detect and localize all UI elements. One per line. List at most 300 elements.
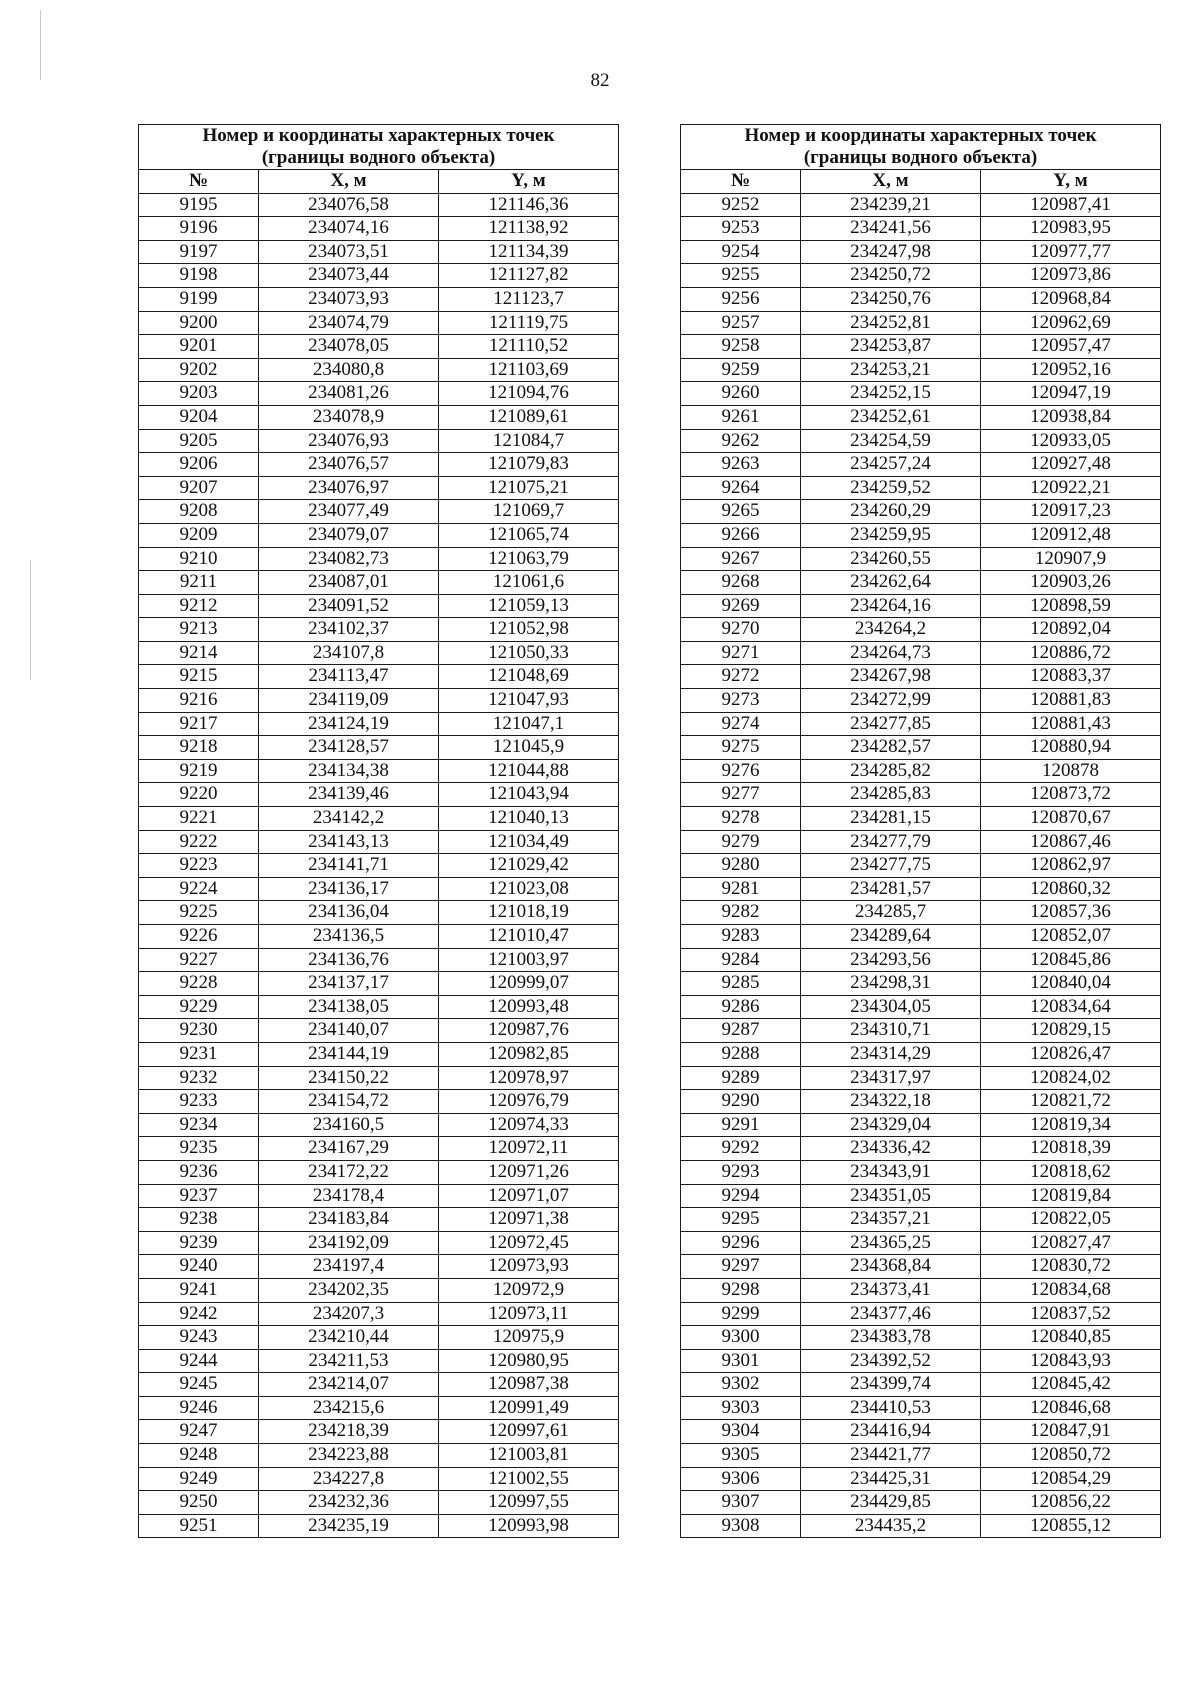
table-row bbox=[681, 854, 1161, 878]
y-coordinate-cell: 120850,72 bbox=[981, 1444, 1161, 1468]
y-coordinate-cell: 120987,76 bbox=[439, 1019, 619, 1043]
point-number-cell: 9206 bbox=[139, 453, 259, 477]
x-coordinate-cell: 234210,44 bbox=[259, 1326, 439, 1350]
table-row bbox=[681, 1184, 1161, 1208]
x-coordinate-cell: 234160,5 bbox=[259, 1113, 439, 1137]
x-coordinate-cell: 234272,99 bbox=[801, 689, 981, 713]
table-row bbox=[681, 1302, 1161, 1326]
x-coordinate-cell: 234076,93 bbox=[259, 429, 439, 453]
y-coordinate-cell: 120972,11 bbox=[439, 1137, 619, 1161]
point-number-cell: 9306 bbox=[681, 1467, 801, 1491]
x-coordinate-cell: 234253,87 bbox=[801, 335, 981, 359]
y-coordinate-cell: 120993,98 bbox=[439, 1514, 619, 1538]
y-coordinate-cell: 120976,79 bbox=[439, 1090, 619, 1114]
x-coordinate-cell: 234252,61 bbox=[801, 405, 981, 429]
y-coordinate-cell: 121048,69 bbox=[439, 665, 619, 689]
table-row bbox=[139, 1231, 619, 1255]
y-coordinate-cell: 121034,49 bbox=[439, 830, 619, 854]
table-row bbox=[139, 594, 619, 618]
y-coordinate-cell: 120840,85 bbox=[981, 1326, 1161, 1350]
y-coordinate-cell: 121050,33 bbox=[439, 641, 619, 665]
x-coordinate-cell: 234257,24 bbox=[801, 453, 981, 477]
table-row bbox=[139, 1042, 619, 1066]
y-coordinate-cell: 120978,97 bbox=[439, 1066, 619, 1090]
y-coordinate-cell: 120847,91 bbox=[981, 1420, 1161, 1444]
table-row bbox=[139, 854, 619, 878]
table-row bbox=[681, 1396, 1161, 1420]
x-coordinate-cell: 234113,47 bbox=[259, 665, 439, 689]
point-number-cell: 9228 bbox=[139, 972, 259, 996]
x-coordinate-cell: 234178,4 bbox=[259, 1184, 439, 1208]
y-coordinate-cell: 120938,84 bbox=[981, 405, 1161, 429]
y-coordinate-cell: 121010,47 bbox=[439, 925, 619, 949]
point-number-cell: 9210 bbox=[139, 547, 259, 571]
point-number-cell: 9202 bbox=[139, 358, 259, 382]
y-coordinate-cell: 120974,33 bbox=[439, 1113, 619, 1137]
x-coordinate-cell: 234252,81 bbox=[801, 311, 981, 335]
table-row bbox=[681, 1231, 1161, 1255]
x-coordinate-cell: 234259,95 bbox=[801, 523, 981, 547]
y-coordinate-cell: 121134,39 bbox=[439, 240, 619, 264]
point-number-cell: 9269 bbox=[681, 594, 801, 618]
x-coordinate-cell: 234252,15 bbox=[801, 382, 981, 406]
x-coordinate-cell: 234425,31 bbox=[801, 1467, 981, 1491]
x-coordinate-cell: 234107,8 bbox=[259, 641, 439, 665]
y-coordinate-cell: 120829,15 bbox=[981, 1019, 1161, 1043]
x-coordinate-cell: 234281,57 bbox=[801, 877, 981, 901]
y-coordinate-cell: 120971,26 bbox=[439, 1160, 619, 1184]
x-coordinate-cell: 234377,46 bbox=[801, 1302, 981, 1326]
point-number-cell: 9211 bbox=[139, 571, 259, 595]
table-row bbox=[139, 405, 619, 429]
x-coordinate-cell: 234074,79 bbox=[259, 311, 439, 335]
point-number-cell: 9215 bbox=[139, 665, 259, 689]
y-coordinate-cell: 120991,49 bbox=[439, 1396, 619, 1420]
point-number-cell: 9238 bbox=[139, 1208, 259, 1232]
y-coordinate-cell: 121059,13 bbox=[439, 594, 619, 618]
point-number-cell: 9241 bbox=[139, 1278, 259, 1302]
point-number-cell: 9284 bbox=[681, 948, 801, 972]
point-number-cell: 9250 bbox=[139, 1491, 259, 1515]
table-row bbox=[681, 217, 1161, 241]
y-coordinate-cell: 121047,1 bbox=[439, 712, 619, 736]
x-coordinate-cell: 234142,2 bbox=[259, 807, 439, 831]
y-coordinate-cell: 120845,42 bbox=[981, 1373, 1161, 1397]
point-number-cell: 9257 bbox=[681, 311, 801, 335]
y-coordinate-cell: 121044,88 bbox=[439, 759, 619, 783]
y-coordinate-cell: 120856,22 bbox=[981, 1491, 1161, 1515]
y-coordinate-cell: 120968,84 bbox=[981, 287, 1161, 311]
point-number-cell: 9222 bbox=[139, 830, 259, 854]
point-number-cell: 9212 bbox=[139, 594, 259, 618]
point-number-cell: 9256 bbox=[681, 287, 801, 311]
table-row bbox=[681, 1444, 1161, 1468]
table-row bbox=[139, 217, 619, 241]
y-coordinate-cell: 120973,93 bbox=[439, 1255, 619, 1279]
table-row bbox=[139, 759, 619, 783]
scan-edge-mark bbox=[30, 560, 31, 680]
table-row bbox=[681, 405, 1161, 429]
table-row bbox=[681, 240, 1161, 264]
x-coordinate-cell: 234136,5 bbox=[259, 925, 439, 949]
x-coordinate-cell: 234264,73 bbox=[801, 641, 981, 665]
point-number-cell: 9252 bbox=[681, 193, 801, 217]
x-coordinate-cell: 234277,79 bbox=[801, 830, 981, 854]
x-coordinate-cell: 234077,49 bbox=[259, 500, 439, 524]
x-coordinate-cell: 234277,85 bbox=[801, 712, 981, 736]
table-row bbox=[681, 476, 1161, 500]
x-coordinate-cell: 234082,73 bbox=[259, 547, 439, 571]
point-number-cell: 9242 bbox=[139, 1302, 259, 1326]
table-row bbox=[139, 476, 619, 500]
table-row bbox=[139, 618, 619, 642]
point-number-cell: 9263 bbox=[681, 453, 801, 477]
x-coordinate-cell: 234314,29 bbox=[801, 1042, 981, 1066]
point-number-cell: 9207 bbox=[139, 476, 259, 500]
y-coordinate-cell: 121047,93 bbox=[439, 689, 619, 713]
table-row bbox=[139, 1467, 619, 1491]
x-coordinate-cell: 234192,09 bbox=[259, 1231, 439, 1255]
x-coordinate-cell: 234232,36 bbox=[259, 1491, 439, 1515]
point-number-cell: 9195 bbox=[139, 193, 259, 217]
table-row bbox=[681, 1042, 1161, 1066]
table-row bbox=[681, 193, 1161, 217]
y-coordinate-cell: 120821,72 bbox=[981, 1090, 1161, 1114]
point-number-cell: 9258 bbox=[681, 335, 801, 359]
point-number-cell: 9246 bbox=[139, 1396, 259, 1420]
x-coordinate-cell: 234073,51 bbox=[259, 240, 439, 264]
point-number-cell: 9220 bbox=[139, 783, 259, 807]
y-coordinate-cell: 120999,07 bbox=[439, 972, 619, 996]
table-row bbox=[139, 665, 619, 689]
x-coordinate-cell: 234351,05 bbox=[801, 1184, 981, 1208]
table-row bbox=[139, 500, 619, 524]
x-coordinate-cell: 234254,59 bbox=[801, 429, 981, 453]
table-row bbox=[139, 901, 619, 925]
y-coordinate-cell: 120883,37 bbox=[981, 665, 1161, 689]
table-row bbox=[681, 1326, 1161, 1350]
point-number-cell: 9230 bbox=[139, 1019, 259, 1043]
x-coordinate-cell: 234172,22 bbox=[259, 1160, 439, 1184]
y-coordinate-cell: 120880,94 bbox=[981, 736, 1161, 760]
y-coordinate-cell: 120933,05 bbox=[981, 429, 1161, 453]
table-row bbox=[139, 382, 619, 406]
x-coordinate-cell: 234304,05 bbox=[801, 995, 981, 1019]
y-coordinate-cell: 121103,69 bbox=[439, 358, 619, 382]
x-coordinate-cell: 234128,57 bbox=[259, 736, 439, 760]
table-row bbox=[139, 1326, 619, 1350]
point-number-cell: 9270 bbox=[681, 618, 801, 642]
point-number-cell: 9196 bbox=[139, 217, 259, 241]
x-coordinate-cell: 234383,78 bbox=[801, 1326, 981, 1350]
table-row bbox=[681, 358, 1161, 382]
x-coordinate-cell: 234138,05 bbox=[259, 995, 439, 1019]
column-header-number: № bbox=[139, 170, 259, 194]
table-row bbox=[139, 1090, 619, 1114]
x-coordinate-cell: 234214,07 bbox=[259, 1373, 439, 1397]
point-number-cell: 9224 bbox=[139, 877, 259, 901]
x-coordinate-cell: 234202,35 bbox=[259, 1278, 439, 1302]
point-number-cell: 9199 bbox=[139, 287, 259, 311]
y-coordinate-cell: 120878 bbox=[981, 759, 1161, 783]
point-number-cell: 9244 bbox=[139, 1349, 259, 1373]
table-title-line2: (границы водного объекта) bbox=[261, 147, 496, 168]
x-coordinate-cell: 234136,04 bbox=[259, 901, 439, 925]
y-coordinate-cell: 120997,61 bbox=[439, 1420, 619, 1444]
table-row bbox=[681, 264, 1161, 288]
y-coordinate-cell: 121045,9 bbox=[439, 736, 619, 760]
y-coordinate-cell: 120826,47 bbox=[981, 1042, 1161, 1066]
y-coordinate-cell: 120917,23 bbox=[981, 500, 1161, 524]
y-coordinate-cell: 120980,95 bbox=[439, 1349, 619, 1373]
table-row bbox=[139, 311, 619, 335]
table-row bbox=[681, 1491, 1161, 1515]
y-coordinate-cell: 120852,07 bbox=[981, 925, 1161, 949]
x-coordinate-cell: 234144,19 bbox=[259, 1042, 439, 1066]
table-row bbox=[681, 571, 1161, 595]
x-coordinate-cell: 234140,07 bbox=[259, 1019, 439, 1043]
table-row bbox=[139, 830, 619, 854]
table-row bbox=[139, 925, 619, 949]
x-coordinate-cell: 234343,91 bbox=[801, 1160, 981, 1184]
y-coordinate-cell: 121029,42 bbox=[439, 854, 619, 878]
point-number-cell: 9307 bbox=[681, 1491, 801, 1515]
x-coordinate-cell: 234136,76 bbox=[259, 948, 439, 972]
point-number-cell: 9205 bbox=[139, 429, 259, 453]
point-number-cell: 9201 bbox=[139, 335, 259, 359]
x-coordinate-cell: 234183,84 bbox=[259, 1208, 439, 1232]
point-number-cell: 9288 bbox=[681, 1042, 801, 1066]
point-number-cell: 9231 bbox=[139, 1042, 259, 1066]
x-coordinate-cell: 234310,71 bbox=[801, 1019, 981, 1043]
table-row bbox=[681, 287, 1161, 311]
table-title bbox=[681, 125, 1161, 170]
table-row bbox=[139, 807, 619, 831]
table-row bbox=[139, 1278, 619, 1302]
point-number-cell: 9235 bbox=[139, 1137, 259, 1161]
table-row bbox=[681, 665, 1161, 689]
column-header-number: № bbox=[681, 170, 801, 194]
table-row bbox=[139, 335, 619, 359]
y-coordinate-cell: 120860,32 bbox=[981, 877, 1161, 901]
x-coordinate-cell: 234264,16 bbox=[801, 594, 981, 618]
y-coordinate-cell: 121079,83 bbox=[439, 453, 619, 477]
point-number-cell: 9262 bbox=[681, 429, 801, 453]
point-number-cell: 9225 bbox=[139, 901, 259, 925]
table-row bbox=[681, 641, 1161, 665]
table-row bbox=[681, 972, 1161, 996]
point-number-cell: 9204 bbox=[139, 405, 259, 429]
table-row bbox=[139, 689, 619, 713]
point-number-cell: 9197 bbox=[139, 240, 259, 264]
y-coordinate-cell: 120973,86 bbox=[981, 264, 1161, 288]
table-row bbox=[139, 193, 619, 217]
x-coordinate-cell: 234365,25 bbox=[801, 1231, 981, 1255]
column-header-x: X, м bbox=[801, 170, 981, 194]
x-coordinate-cell: 234317,97 bbox=[801, 1066, 981, 1090]
y-coordinate-cell: 120993,48 bbox=[439, 995, 619, 1019]
point-number-cell: 9278 bbox=[681, 807, 801, 831]
x-coordinate-cell: 234154,72 bbox=[259, 1090, 439, 1114]
y-coordinate-cell: 121119,75 bbox=[439, 311, 619, 335]
point-number-cell: 9226 bbox=[139, 925, 259, 949]
table-row bbox=[139, 1066, 619, 1090]
x-coordinate-cell: 234197,4 bbox=[259, 1255, 439, 1279]
x-coordinate-cell: 234259,52 bbox=[801, 476, 981, 500]
y-coordinate-cell: 120927,48 bbox=[981, 453, 1161, 477]
point-number-cell: 9261 bbox=[681, 405, 801, 429]
table-row bbox=[139, 948, 619, 972]
y-coordinate-cell: 120997,55 bbox=[439, 1491, 619, 1515]
x-coordinate-cell: 234329,04 bbox=[801, 1113, 981, 1137]
x-coordinate-cell: 234285,83 bbox=[801, 783, 981, 807]
x-coordinate-cell: 234167,29 bbox=[259, 1137, 439, 1161]
x-coordinate-cell: 234250,76 bbox=[801, 287, 981, 311]
table-row bbox=[139, 1160, 619, 1184]
table-row bbox=[139, 1349, 619, 1373]
point-number-cell: 9271 bbox=[681, 641, 801, 665]
point-number-cell: 9295 bbox=[681, 1208, 801, 1232]
y-coordinate-cell: 120947,19 bbox=[981, 382, 1161, 406]
y-coordinate-cell: 120907,9 bbox=[981, 547, 1161, 571]
y-coordinate-cell: 121084,7 bbox=[439, 429, 619, 453]
point-number-cell: 9273 bbox=[681, 689, 801, 713]
point-number-cell: 9221 bbox=[139, 807, 259, 831]
y-coordinate-cell: 120983,95 bbox=[981, 217, 1161, 241]
point-number-cell: 9245 bbox=[139, 1373, 259, 1397]
table-row bbox=[681, 1278, 1161, 1302]
x-coordinate-cell: 234322,18 bbox=[801, 1090, 981, 1114]
y-coordinate-cell: 121065,74 bbox=[439, 523, 619, 547]
y-coordinate-cell: 120867,46 bbox=[981, 830, 1161, 854]
point-number-cell: 9219 bbox=[139, 759, 259, 783]
x-coordinate-cell: 234253,21 bbox=[801, 358, 981, 382]
point-number-cell: 9198 bbox=[139, 264, 259, 288]
point-number-cell: 9217 bbox=[139, 712, 259, 736]
y-coordinate-cell: 121018,19 bbox=[439, 901, 619, 925]
x-coordinate-cell: 234073,44 bbox=[259, 264, 439, 288]
point-number-cell: 9296 bbox=[681, 1231, 801, 1255]
table-row bbox=[139, 783, 619, 807]
y-coordinate-cell: 120843,93 bbox=[981, 1349, 1161, 1373]
table-row bbox=[139, 736, 619, 760]
table-row bbox=[139, 571, 619, 595]
point-number-cell: 9293 bbox=[681, 1160, 801, 1184]
y-coordinate-cell: 120846,68 bbox=[981, 1396, 1161, 1420]
x-coordinate-cell: 234277,75 bbox=[801, 854, 981, 878]
y-coordinate-cell: 120862,97 bbox=[981, 854, 1161, 878]
x-coordinate-cell: 234289,64 bbox=[801, 925, 981, 949]
x-coordinate-cell: 234080,8 bbox=[259, 358, 439, 382]
x-coordinate-cell: 234416,94 bbox=[801, 1420, 981, 1444]
y-coordinate-cell: 121110,52 bbox=[439, 335, 619, 359]
point-number-cell: 9267 bbox=[681, 547, 801, 571]
table-row bbox=[139, 1113, 619, 1137]
table-row bbox=[681, 429, 1161, 453]
point-number-cell: 9277 bbox=[681, 783, 801, 807]
point-number-cell: 9232 bbox=[139, 1066, 259, 1090]
x-coordinate-cell: 234262,64 bbox=[801, 571, 981, 595]
point-number-cell: 9234 bbox=[139, 1113, 259, 1137]
x-coordinate-cell: 234250,72 bbox=[801, 264, 981, 288]
table-row bbox=[139, 1420, 619, 1444]
x-coordinate-cell: 234260,55 bbox=[801, 547, 981, 571]
table-row bbox=[139, 1373, 619, 1397]
x-coordinate-cell: 234074,16 bbox=[259, 217, 439, 241]
table-row bbox=[681, 689, 1161, 713]
x-coordinate-cell: 234124,19 bbox=[259, 712, 439, 736]
table-row bbox=[139, 1208, 619, 1232]
y-coordinate-cell: 121063,79 bbox=[439, 547, 619, 571]
y-coordinate-cell: 120873,72 bbox=[981, 783, 1161, 807]
x-coordinate-cell: 234091,52 bbox=[259, 594, 439, 618]
table-row bbox=[139, 1184, 619, 1208]
y-coordinate-cell: 120819,34 bbox=[981, 1113, 1161, 1137]
x-coordinate-cell: 234264,2 bbox=[801, 618, 981, 642]
table-row bbox=[681, 1514, 1161, 1538]
point-number-cell: 9294 bbox=[681, 1184, 801, 1208]
y-coordinate-cell: 121089,61 bbox=[439, 405, 619, 429]
y-coordinate-cell: 120830,72 bbox=[981, 1255, 1161, 1279]
column-header-y: Y, м bbox=[981, 170, 1161, 194]
point-number-cell: 9289 bbox=[681, 1066, 801, 1090]
point-number-cell: 9265 bbox=[681, 500, 801, 524]
x-coordinate-cell: 234410,53 bbox=[801, 1396, 981, 1420]
y-coordinate-cell: 120987,38 bbox=[439, 1373, 619, 1397]
y-coordinate-cell: 121052,98 bbox=[439, 618, 619, 642]
point-number-cell: 9291 bbox=[681, 1113, 801, 1137]
table-row bbox=[139, 1396, 619, 1420]
x-coordinate-cell: 234421,77 bbox=[801, 1444, 981, 1468]
table-row bbox=[681, 453, 1161, 477]
x-coordinate-cell: 234215,6 bbox=[259, 1396, 439, 1420]
y-coordinate-cell: 120972,9 bbox=[439, 1278, 619, 1302]
table-row bbox=[681, 547, 1161, 571]
x-coordinate-cell: 234218,39 bbox=[259, 1420, 439, 1444]
point-number-cell: 9283 bbox=[681, 925, 801, 949]
x-coordinate-cell: 234357,21 bbox=[801, 1208, 981, 1232]
point-number-cell: 9281 bbox=[681, 877, 801, 901]
point-number-cell: 9264 bbox=[681, 476, 801, 500]
table-row bbox=[681, 995, 1161, 1019]
table-row bbox=[681, 1208, 1161, 1232]
coordinates-table-left bbox=[138, 124, 619, 1538]
x-coordinate-cell: 234136,17 bbox=[259, 877, 439, 901]
point-number-cell: 9290 bbox=[681, 1090, 801, 1114]
table-row bbox=[139, 1019, 619, 1043]
point-number-cell: 9302 bbox=[681, 1373, 801, 1397]
y-coordinate-cell: 121003,81 bbox=[439, 1444, 619, 1468]
point-number-cell: 9272 bbox=[681, 665, 801, 689]
x-coordinate-cell: 234239,21 bbox=[801, 193, 981, 217]
point-number-cell: 9303 bbox=[681, 1396, 801, 1420]
x-coordinate-cell: 234267,98 bbox=[801, 665, 981, 689]
point-number-cell: 9286 bbox=[681, 995, 801, 1019]
point-number-cell: 9260 bbox=[681, 382, 801, 406]
x-coordinate-cell: 234227,8 bbox=[259, 1467, 439, 1491]
x-coordinate-cell: 234281,15 bbox=[801, 807, 981, 831]
y-coordinate-cell: 121075,21 bbox=[439, 476, 619, 500]
point-number-cell: 9249 bbox=[139, 1467, 259, 1491]
point-number-cell: 9239 bbox=[139, 1231, 259, 1255]
x-coordinate-cell: 234079,07 bbox=[259, 523, 439, 547]
y-coordinate-cell: 120834,64 bbox=[981, 995, 1161, 1019]
point-number-cell: 9229 bbox=[139, 995, 259, 1019]
point-number-cell: 9200 bbox=[139, 311, 259, 335]
x-coordinate-cell: 234087,01 bbox=[259, 571, 439, 595]
x-coordinate-cell: 234119,09 bbox=[259, 689, 439, 713]
y-coordinate-cell: 120982,85 bbox=[439, 1042, 619, 1066]
